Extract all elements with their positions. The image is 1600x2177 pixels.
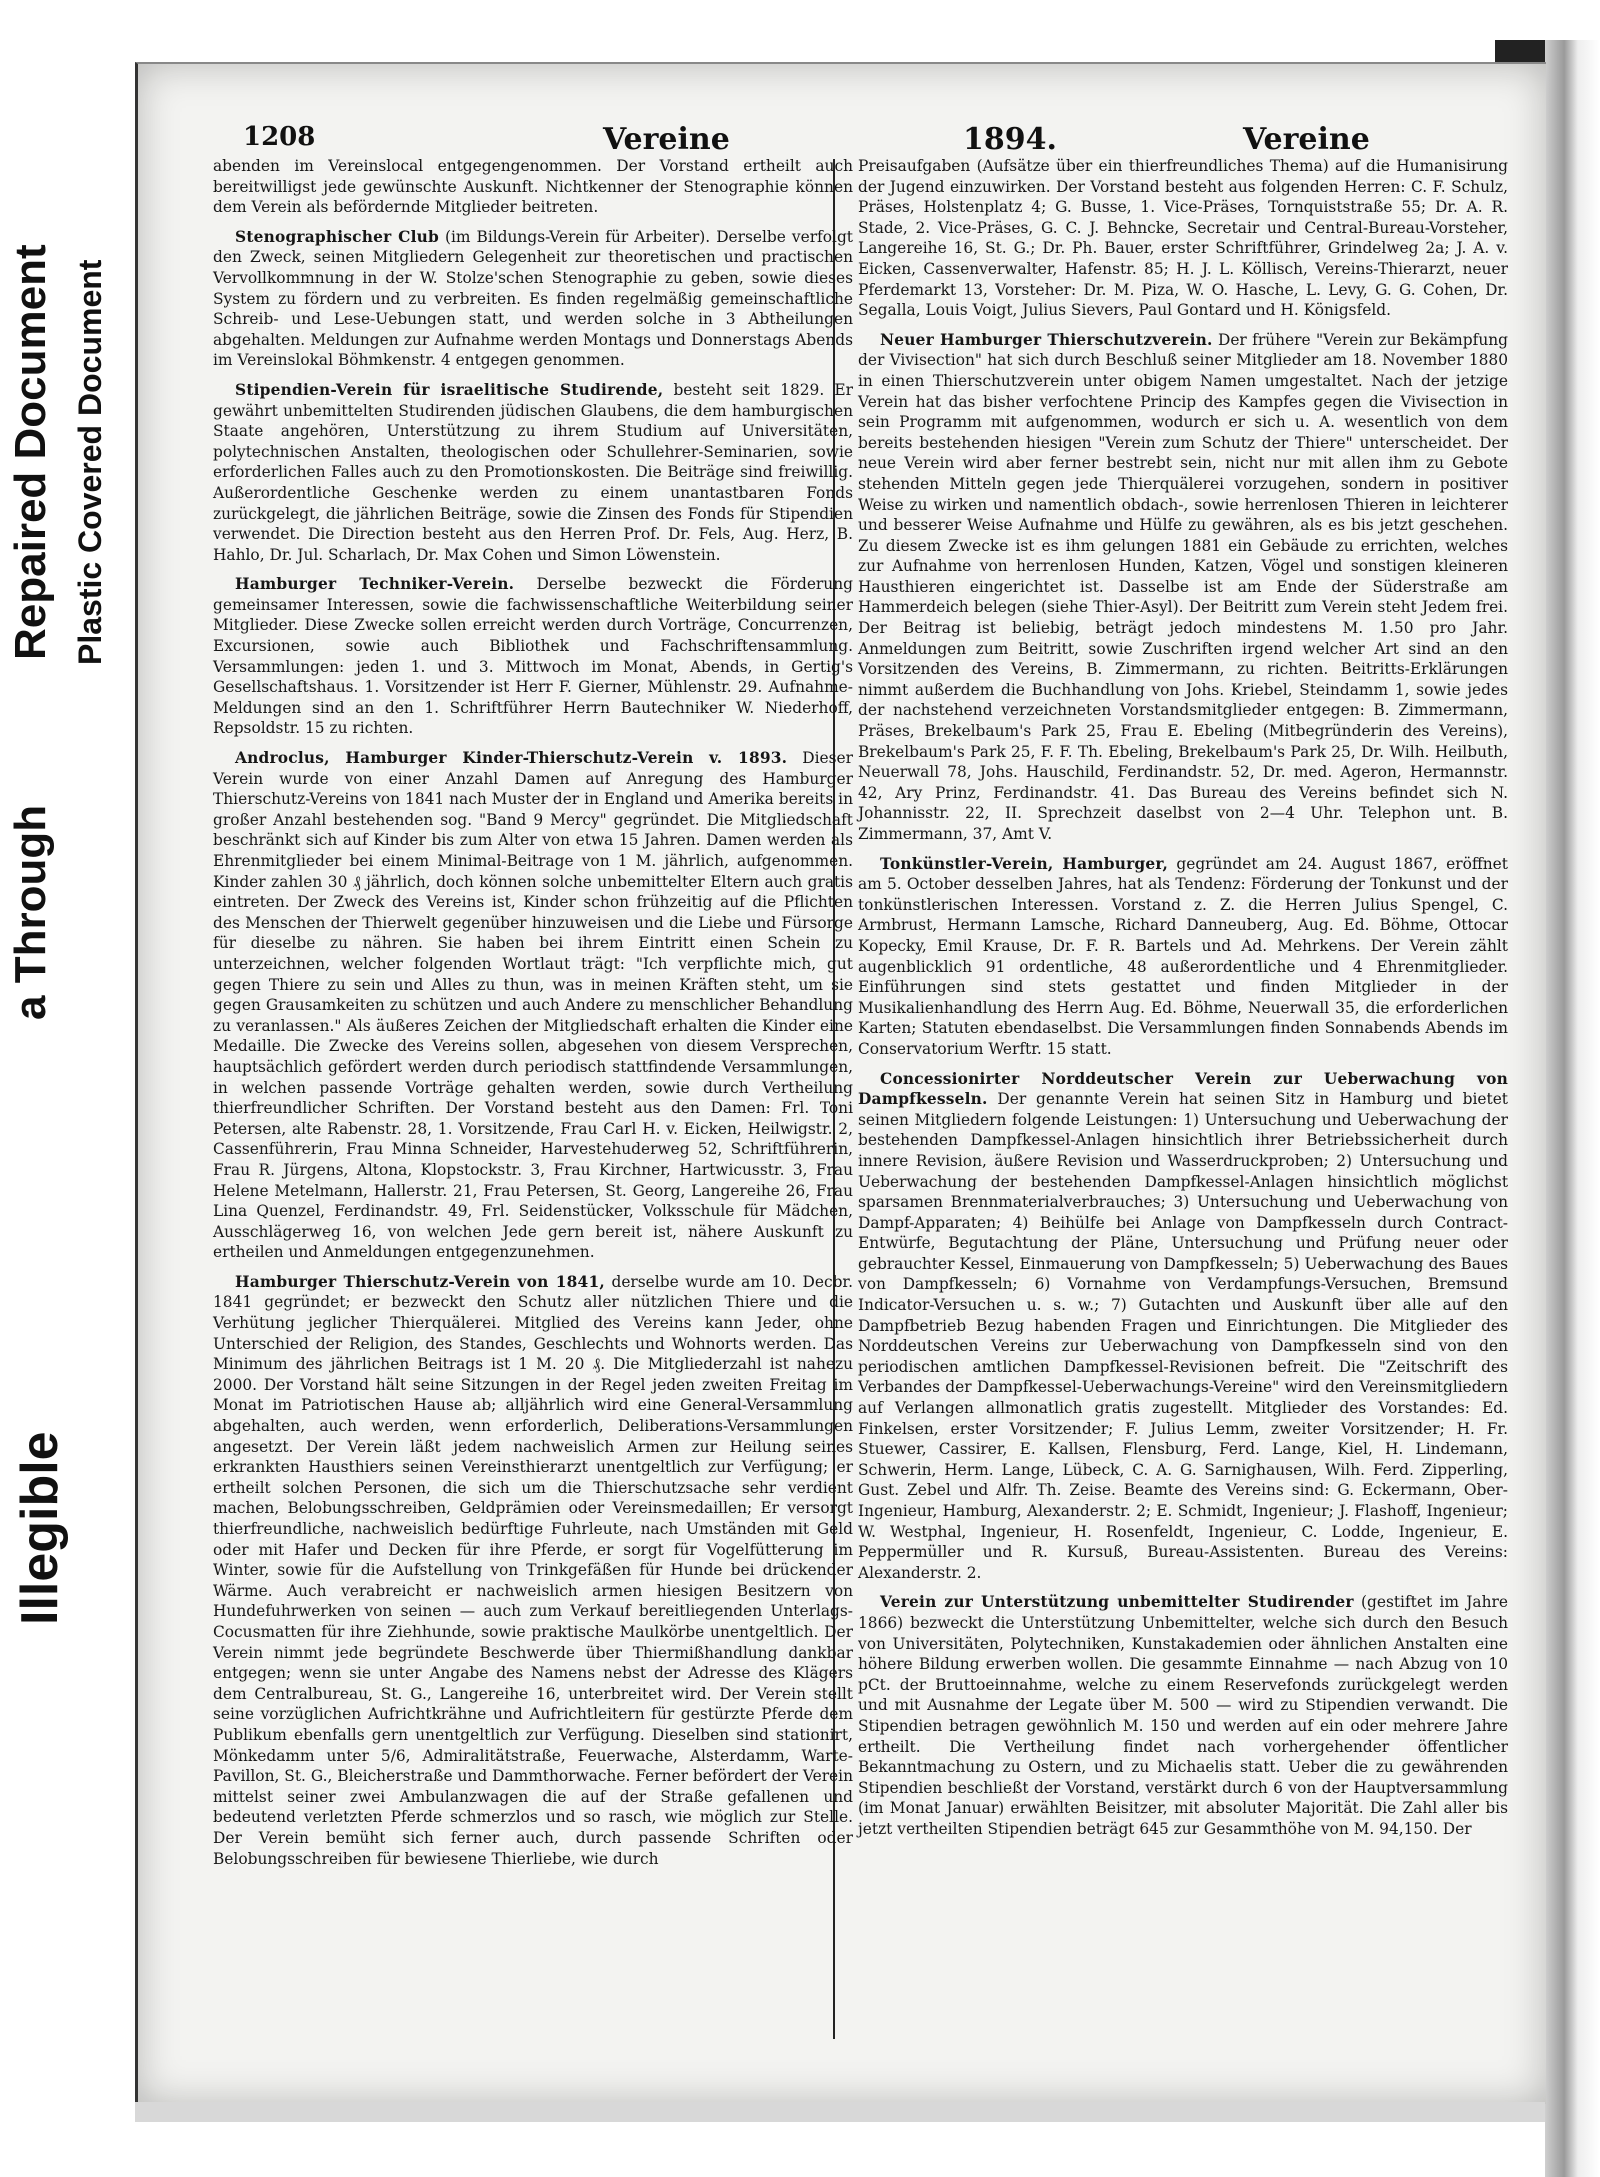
entry-dampfkessel-verein: [858, 1069, 1508, 1584]
entry-title: Concessionirter Norddeutscher Verein zur Ueberwachung von Dampfkesseln.: [858, 1069, 1508, 1109]
entry-title: Stipendien-Verein für israelitische Studirende,: [235, 380, 664, 399]
entry-title: Neuer Hamburger Thierschutzverein.: [880, 330, 1213, 349]
entry-text: besteht seit 1829. Er gewährt unbemittelten Studirenden jüdischen Glaubens, die dem hamburgischen Staate angehören, Unterstützung zu ihrem Studium auf Universitäten, polytechnischen Anstalten, theologischen oder Schullehrer-Seminarien, sowie erforderlichen Falles auch zu den Promotionskosten. Die Beiträge sind freiwillig. Außerordentliche Geschenke werden zu einem unantastbaren Fonds zurückgelegt, die jährlichen Beiträge, sowie die Zinsen des Fonds für Stipendien verwendet. Die Direction besteht aus den Herren Prof. Dr. Fels, Aug. Herz, B. Hahlo, Dr. Jul. Scharlach, Dr. Max Cohen und Simon Löwenstein.: [213, 380, 853, 564]
entry-androclus: [213, 748, 853, 1263]
entry-text: Derselbe bezweckt die Förderung gemeinsamer Interessen, sowie die fachwissenschaftliche Weiterbildung seiner Mitglieder. Diese Zwecke sollen erreicht werden durch Vorträge, Concurrenzen, Excursionen, sowie auch Bibliothek und Fachschriftensammlung. Versammlungen: jeden 1. und 3. Mittwoch im Monat, Abends, in Gertig's Gesellschaftshaus. 1. Vorsitzender ist Herr F. Gierner, Mühlenstr. 29. Aufnahme-Meldungen sind an den 1. Schriftführer Herrn Bautechniker W. Niederhoff, Repsoldstr. 15 zu richten.: [213, 575, 853, 738]
document-page: [135, 62, 1546, 2104]
entry-text: (im Bildungs-Verein für Arbeiter). Derselbe verfolgt den Zweck, seinen Mitgliedern Gelegenheit zur theoretischen und practischen Vervollkommnung in der W. Stolze'schen Stenographie zu geben, sowie dieses System zu fördern und zu verbreiten. Es finden regelmäßig gemeinschaftliche Schreib- und Lese-Uebungen statt, und werden solche in 3 Abtheilungen abgehalten. Meldungen zur Aufnahme werden Montags und Donnerstags Abends im Vereinslokal Böhmkenstr. 4 entgegen genommen.: [213, 227, 853, 370]
entry-techniker-verein: [213, 574, 853, 739]
entry-thierschutz-1841: [213, 1272, 853, 1869]
entry-title: Tonkünstler-Verein, Hamburger,: [880, 854, 1169, 873]
entry-title: Hamburger Techniker-Verein.: [235, 575, 515, 594]
left-continuation-text: abenden im Vereinslocal entgegengenommen. Der Vorstand ertheilt auch bereitwilligst jede gewünschte Auskunft. Nichtkenner der Stenographie können dem Verein als befördernde Mitglieder beitreten.: [213, 157, 853, 217]
header-right-title: Vereine: [1243, 122, 1370, 157]
entry-text: Der genannte Verein hat seinen Sitz in Hamburg und bietet seinen Mitgliedern folgende Leistungen: 1) Untersuchung und Ueberwachung der bestehenden Dampfkessel-Anlagen hinsichtlich ihrer Betriebssicherheit durch innere Revision, äußere Revision und Wasserdruckproben; 2) Untersuchung und Ueberwachung der bestehenden Dampfkessel-Anlagen hinsichtlich möglichst sparsamen Brennmaterialverbrauches; 3) Untersuchung und Ueberwachung von Dampf-Apparaten; 4) Beihülfe bei Anlage von Dampfkesseln durch Contract-Entwürfe, Begutachtung der Pläne, Untersuchung und Prüfung neuer oder gebrauchter Kessel, Einmauerung von Dampfkesseln; 5) Ueberwachung des Baues von Dampfkesseln; 6) Vornahme von Verdampfungs-Versuchen, Bremsund Indicator-Versuchen u. s. w.; 7) Gutachten und Auskunft über alle auf den Dampfbetrieb Bezug habenden Fragen und Einrichtungen. Die Mitglieder des Norddeutschen Vereins zur Ueberwachung von Dampfkesseln sind von den periodischen amtlichen Dampfkessel-Revisionen befreit. Die "Zeitschrift des Verbandes der Dampfkessel-Ueberwachungs-Vereine" wird den Vereinsmitgliedern auf Verlangen allmonatlich gratis zugestellt. Mitglieder des Vorstandes: Ed. Finkelsen, erster Vorsitzender; F. Julius Lemm, zweiter Vorsitzender; H. Fr. Stuewer, Cassirer, E. Kallsen, Flensburg, Ferd. Lange, Kiel, H. Lindemann, Schwerin, Herm. Lange, Lübeck, C. A. G. Sarnighausen, Wilh. Ferd. Zipperling, Gust. Zebel und Alfr. Th. Zeise. Beamte des Vereins sind: G. Eckermann, Ober-Ingenieur, Hamburg, Alexanderstr. 2; E. Schmidt, Ingenieur; J. Flashoff, Ingenieur; W. Westphal, Ingenieur, H. Rosenfeldt, Ingenieur, C. Lodde, Ingenieur, E. Peppermüller und R. Kursuß, Bureau-Assistenten. Bureau des Vereins: Alexanderstr. 2.: [858, 1090, 1508, 1582]
entry-text: derselbe wurde am 10. Decbr. 1841 gegründet; er bezweckt den Schutz aller nützlichen Thiere und die Verhütung jeglicher Thierquälerei. Mitglied des Vereins kann Jeder, ohne Unterschied der Religion, des Standes, Geschlechts und Wohnorts werden. Das Minimum des jährlichen Beitrags ist 1 M. 20 ₰. Die Mitgliederzahl ist nahezu 2000. Der Vorstand hält seine Sitzungen in der Regel jeden zweiten Freitag im Monat im Patriotischen Hause ab; alljährlich wird eine General-Versammlung abgehalten, auch werden, wenn erforderlich, Deliberations-Versammlungen angesetzt. Der Verein läßt jedem nachweislich Armen zur Heilung seines erkrankten Hausthiers seinen Vereinsthierarzt unentgeltlich zur Verfügung; er ertheilt solchen Personen, die sich um die Thierschutzsache sehr verdient machen, Belobungsschreiben, Geldprämien oder Vereinsmedaillen; Er versorgt thierfreundliche, nachweislich bedürftige Fuhrleute, nach Umständen mit Geld oder mit Hafer und Decken für ihre Pferde, er sorgt für Vogelfütterung im Winter, sowie für die Aufstellung von Trinkgefäßen für Hunde bei drückender Wärme. Auch verabreicht er nachweislich armen hiesigen Besitzern von Hundefuhrwerken von seinen — auch zum Verkauf bereitliegenden Unterlags-Cocusmatten für ihre Ziehhunde, sowie praktische Maulkörbe unentgeltlich. Der Verein nimmt jede begründete Beschwerde über Thiermißhandlung dankbar entgegen; wenn sie unter Angabe des Namens nebst der Adresse des Klägers dem Centralbureau, St. G., Langereihe 16, unterbreitet wird. Der Verein stellt seine vorzüglichen Aufrichtkrähne und Aufrichtleitern für gestürzte Pferde dem Publikum ebenfalls gern unentgeltlich zur Verfügung. Dieselben sind stationirt, Mönkedamm unter 5/6, Admiralitätstraße, Feuerwache, Alsterdamm, Warte-Pavillon, St. G., Bleicherstraße und Dammthorwache. Ferner befördert der Verein mittelst seiner zwei Ambulanzwagen die auf der Straße gefallenen und bedeutend verletzten Pferde schmerzlos und so rasch, wie möglich zur Stelle. Der Verein bemüht sich ferner auch, durch passende Schriften oder Belobungsschreiben für bewiesene Thierliebe, wie durch: [213, 1272, 853, 1868]
entry-title: Stenographischer Club: [235, 227, 439, 246]
entry-text: gegründet am 24. August 1867, eröffnet am 5. October desselben Jahres, hat als Tendenz: Förderung der Tonkunst und der tonkünstlerischen Interessen. Vorstand z. Z. die Herren Julius Spengel, C. Armbrust, Hermann Lamsche, Richard Danneuberg, Aug. Ed. Böhme, Ottocar Kopecky, Emil Krause, Dr. F. R. Bartels und Ad. Mehrkens. Der Verein zählt augenblicklich 91 ordentliche, 48 außerordentliche und 4 Ehrenmitglieder. Einführungen sind stets gestattet und finden Mitglieder in der Musikalienhandlung des Herrn Aug. Ed. Böhme, Neuerwall 35, die erforderlichen Karten; Statuten ebendaselbst. Die Versammlungen finden Sonnabends Abends im Conservatorium Werftr. 15 statt.: [858, 854, 1508, 1058]
entry-tonkuenstler-verein: [858, 854, 1508, 1060]
page-number: 1208: [243, 122, 316, 152]
entry-stenographischer-club: [213, 227, 853, 371]
entry-stipendien-verein: [213, 380, 853, 565]
illegible-label: Illegible: [11, 1431, 69, 1625]
entry-text: Der frühere "Verein zur Bekämpfung der Vivisection" hat sich durch Beschluß seiner Mitglieder am 18. November 1880 in einen Thierschutzverein unter obigem Namen umgestaltet. Nach der jetzige Verein hat das bisher verfochtene Princip des Kampfes gegen die Vivisection in sein Programm mit aufgenommen, wodurch er sich u. A. wesentlich von dem bereits bestehenden hiesigen "Verein zum Schutz der Thiere" unterscheidet. Der neue Verein wird aber ferner bestrebt sein, nicht nur mit allen ihm zu Gebote stehenden Mitteln gegen jede Thierquälerei vorzugehen, sondern in positiver Weise zu wirken und namentlich obdach-, sowie herrenlosen Thieren in leichterer und besserer Weise Aufnahme und Hülfe zu gewähren, als es bis jetzt geschehen. Zu diesem Zwecke ist es ihm gelungen 1881 ein Gebäude zu errichten, welches zur Aufnahme von herrenlosen Hunden, Katzen, Vögel und sonstigen kleineren Hausthieren eingerichtet ist. Dasselbe ist am Ende der Süderstraße am Hammerdeich belegen (siehe Thier-Asyl). Der Beitritt zum Verein steht Jedem frei. Der Beitrag ist beliebig, beträgt jedoch mindestens M. 1.50 pro Jahr. Anmeldungen zum Beitritt, sowie Zuschriften irgend welcher Art sind an den Vorsitzenden des Vereins, B. Zimmermann, zu richten. Beitritts-Erklärungen nimmt außerdem die Buchhandlung von Johs. Kriebel, Steindamm 1, sowie jedes der nachstehend verzeichneten Vorstandsmitglieder entgegen: B. Zimmermann, Präses, Brekelbaum's Park 25, Frau E. Ebeling (Mitbegründerin des Vereins), Brekelbaum's Park 25, F. F. Th. Ebeling, Brekelbaum's Park 25, Dr. Wilh. Heilbuth, Neuerwall 78, Johs. Hauschild, Ferdinandstr. 52, Dr. med. Ageron, Hermannstr. 42, Ary Prinz, Ferdinandstr. 41. Das Bureau des Vereins befindet sich N. Johannisstr. 22, II. Sprechzeit daselbst von 2—4 Uhr. Telephon unt. B. Zimmermann, 37, Amt V.: [858, 330, 1508, 843]
through-label: a Through: [6, 804, 55, 1020]
entry-text: (gestiftet im Jahre 1866) bezweckt die Unterstützung Unbemittelter, welche sich durch den Besuch von Universitäten, Polytechniken, Kunstakademien oder ähnlichen Anstalten eine höhere Bildung erwerben wollen. Die gesammte Einnahme — nach Abzug von 10 pCt. der Bruttoeinnahme, welche zu einem Reservefonds zurückgelegt werden und mit Ausnahme der Legate über M. 500 — wird zu Stipendien verwandt. Die Stipendien betragen gewöhnlich M. 150 und werden auf ein oder mehrere Jahre ertheilt. Die Vertheilung findet nach vorhergehender öffentlicher Bekanntmachung zu Ostern, und zu Michaelis statt. Ueber die zu gewährenden Stipendien beschließt der Vorstand, verstärkt durch 6 von der Hauptversammlung (im Monat Januar) erwählten Beisitzer, mit absoluter Majorität. Die Zahl aller bis jetzt vertheilten Stipendien beträgt 645 zur Gesammthöhe von M. 94,150. Der: [858, 1593, 1508, 1838]
left-column: [213, 156, 853, 1878]
margin-labels: [0, 0, 140, 2177]
repaired-document-label: Repaired Document: [6, 244, 55, 660]
entry-title: Verein zur Unterstützung unbemittelter Studirender: [880, 1593, 1354, 1612]
header-year: 1894.: [963, 122, 1057, 157]
plastic-covered-document-label: Plastic Covered Document: [72, 259, 108, 665]
header-left-title: Vereine: [603, 122, 730, 157]
entry-title: Hamburger Thierschutz-Verein von 1841,: [235, 1272, 605, 1291]
entry-text: Dieser Verein wurde von einer Anzahl Damen auf Anregung des Hamburger Thierschutz-Vereins von 1841 nach Muster der in England und Amerika bereits in großer Anzahl bestehenden sog. "Band 9 Mercy" gegründet. Die Mitgliedschaft beschränkt sich auf Kinder bis zum Alter von etwa 15 Jahren. Damen werden als Ehrenmitglieder bei einem Minimal-Beitrage von 1 M. jährlich, aufgenommen. Kinder zahlen 30 ₰ jährlich, doch können solche unbemittelter Eltern auch gratis eintreten. Der Zweck des Vereins ist, Kinder schon frühzeitig auf die Pflichten des Menschen der Thierwelt gegenüber hinzuweisen und die Liebe und Fürsorge für dieselbe zu nähren. Sie haben bei ihrem Eintritt einen Schein zu unterzeichnen, welcher folgenden Wortlaut trägt: "Ich verpflichte mich, gut gegen Thiere zu sein und Alles zu thun, was in meinen Kräften steht, um sie gegen Grausamkeiten zu schützen und auch Andere zu menschlicher Behandlung zu veranlassen." Als äußeres Zeichen der Mitgliedschaft erhalten die Kinder eine Medaille. Die Zwecke des Vereins sollen, abgesehen von diesem Versprechen, hauptsächlich gefördert werden durch periodisch stattfindende Versammlungen, in welchen passende Vorträge gehalten werden, sowie durch Vertheilung thierfreundlicher Schriften. Der Vorstand besteht aus den Damen: Frl. Toni Petersen, alte Rabenstr. 28, 1. Vorsitzende, Frau Carl H. v. Eicken, Heilwigstr. 2, Cassenführerin, Frau Minna Schneider, Harvestehuderweg 52, Schriftführerin, Frau R. Jürgens, Altona, Klopstockstr. 3, Frau Kirchner, Hartwicusstr. 3, Frau Helene Metelmann, Hallerstr. 21, Frau Petersen, St. Georg, Langereihe 26, Frau Lina Quenzel, Ferdinandstr. 49, Frl. Seidenstücker, Volksschule für Mädchen, Ausschlägerweg 16, von welchen Jede gern bereit ist, nähere Auskunft zu ertheilen und Anmeldungen entgegenzunehmen.: [213, 749, 853, 1262]
entry-studirende-verein: [858, 1592, 1508, 1839]
right-column: [858, 156, 1508, 1849]
page-bottom-edge: [135, 2102, 1545, 2122]
entry-title: Androclus, Hamburger Kinder-Thierschutz-Verein v. 1893.: [235, 749, 788, 768]
page-right-edge: [1545, 40, 1600, 2177]
entry-neuer-thierschutzverein: [858, 330, 1508, 845]
right-continuation-text: Preisaufgaben (Aufsätze über ein thierfreundliches Thema) auf die Humanisirung der Jugend einzuwirken. Der Vorstand besteht aus folgenden Herren: C. F. Schulz, Präses, Holstenplatz 4; G. Busse, 1. Vice-Präses, Tornquiststraße 55; Dr. A. R. Stade, 2. Vice-Präses, G. C. J. Behncke, Secretair und Central-Bureau-Vorsteher, Langereihe 16, St. G.; Dr. Ph. Bauer, erster Schriftführer, Grindelweg 2a; J. A. v. Eicken, Cassenverwalter, Hafenstr. 85; H. J. L. Köllisch, Vereins-Thierarzt, neuer Pferdemarkt 13, Vorsteher: Dr. M. Piza, W. O. Hasche, L. Levy, G. G. Cohen, Dr. Segalla, Louis Voigt, Julius Sievers, Paul Gontard und H. Königsfeld.: [858, 157, 1508, 320]
